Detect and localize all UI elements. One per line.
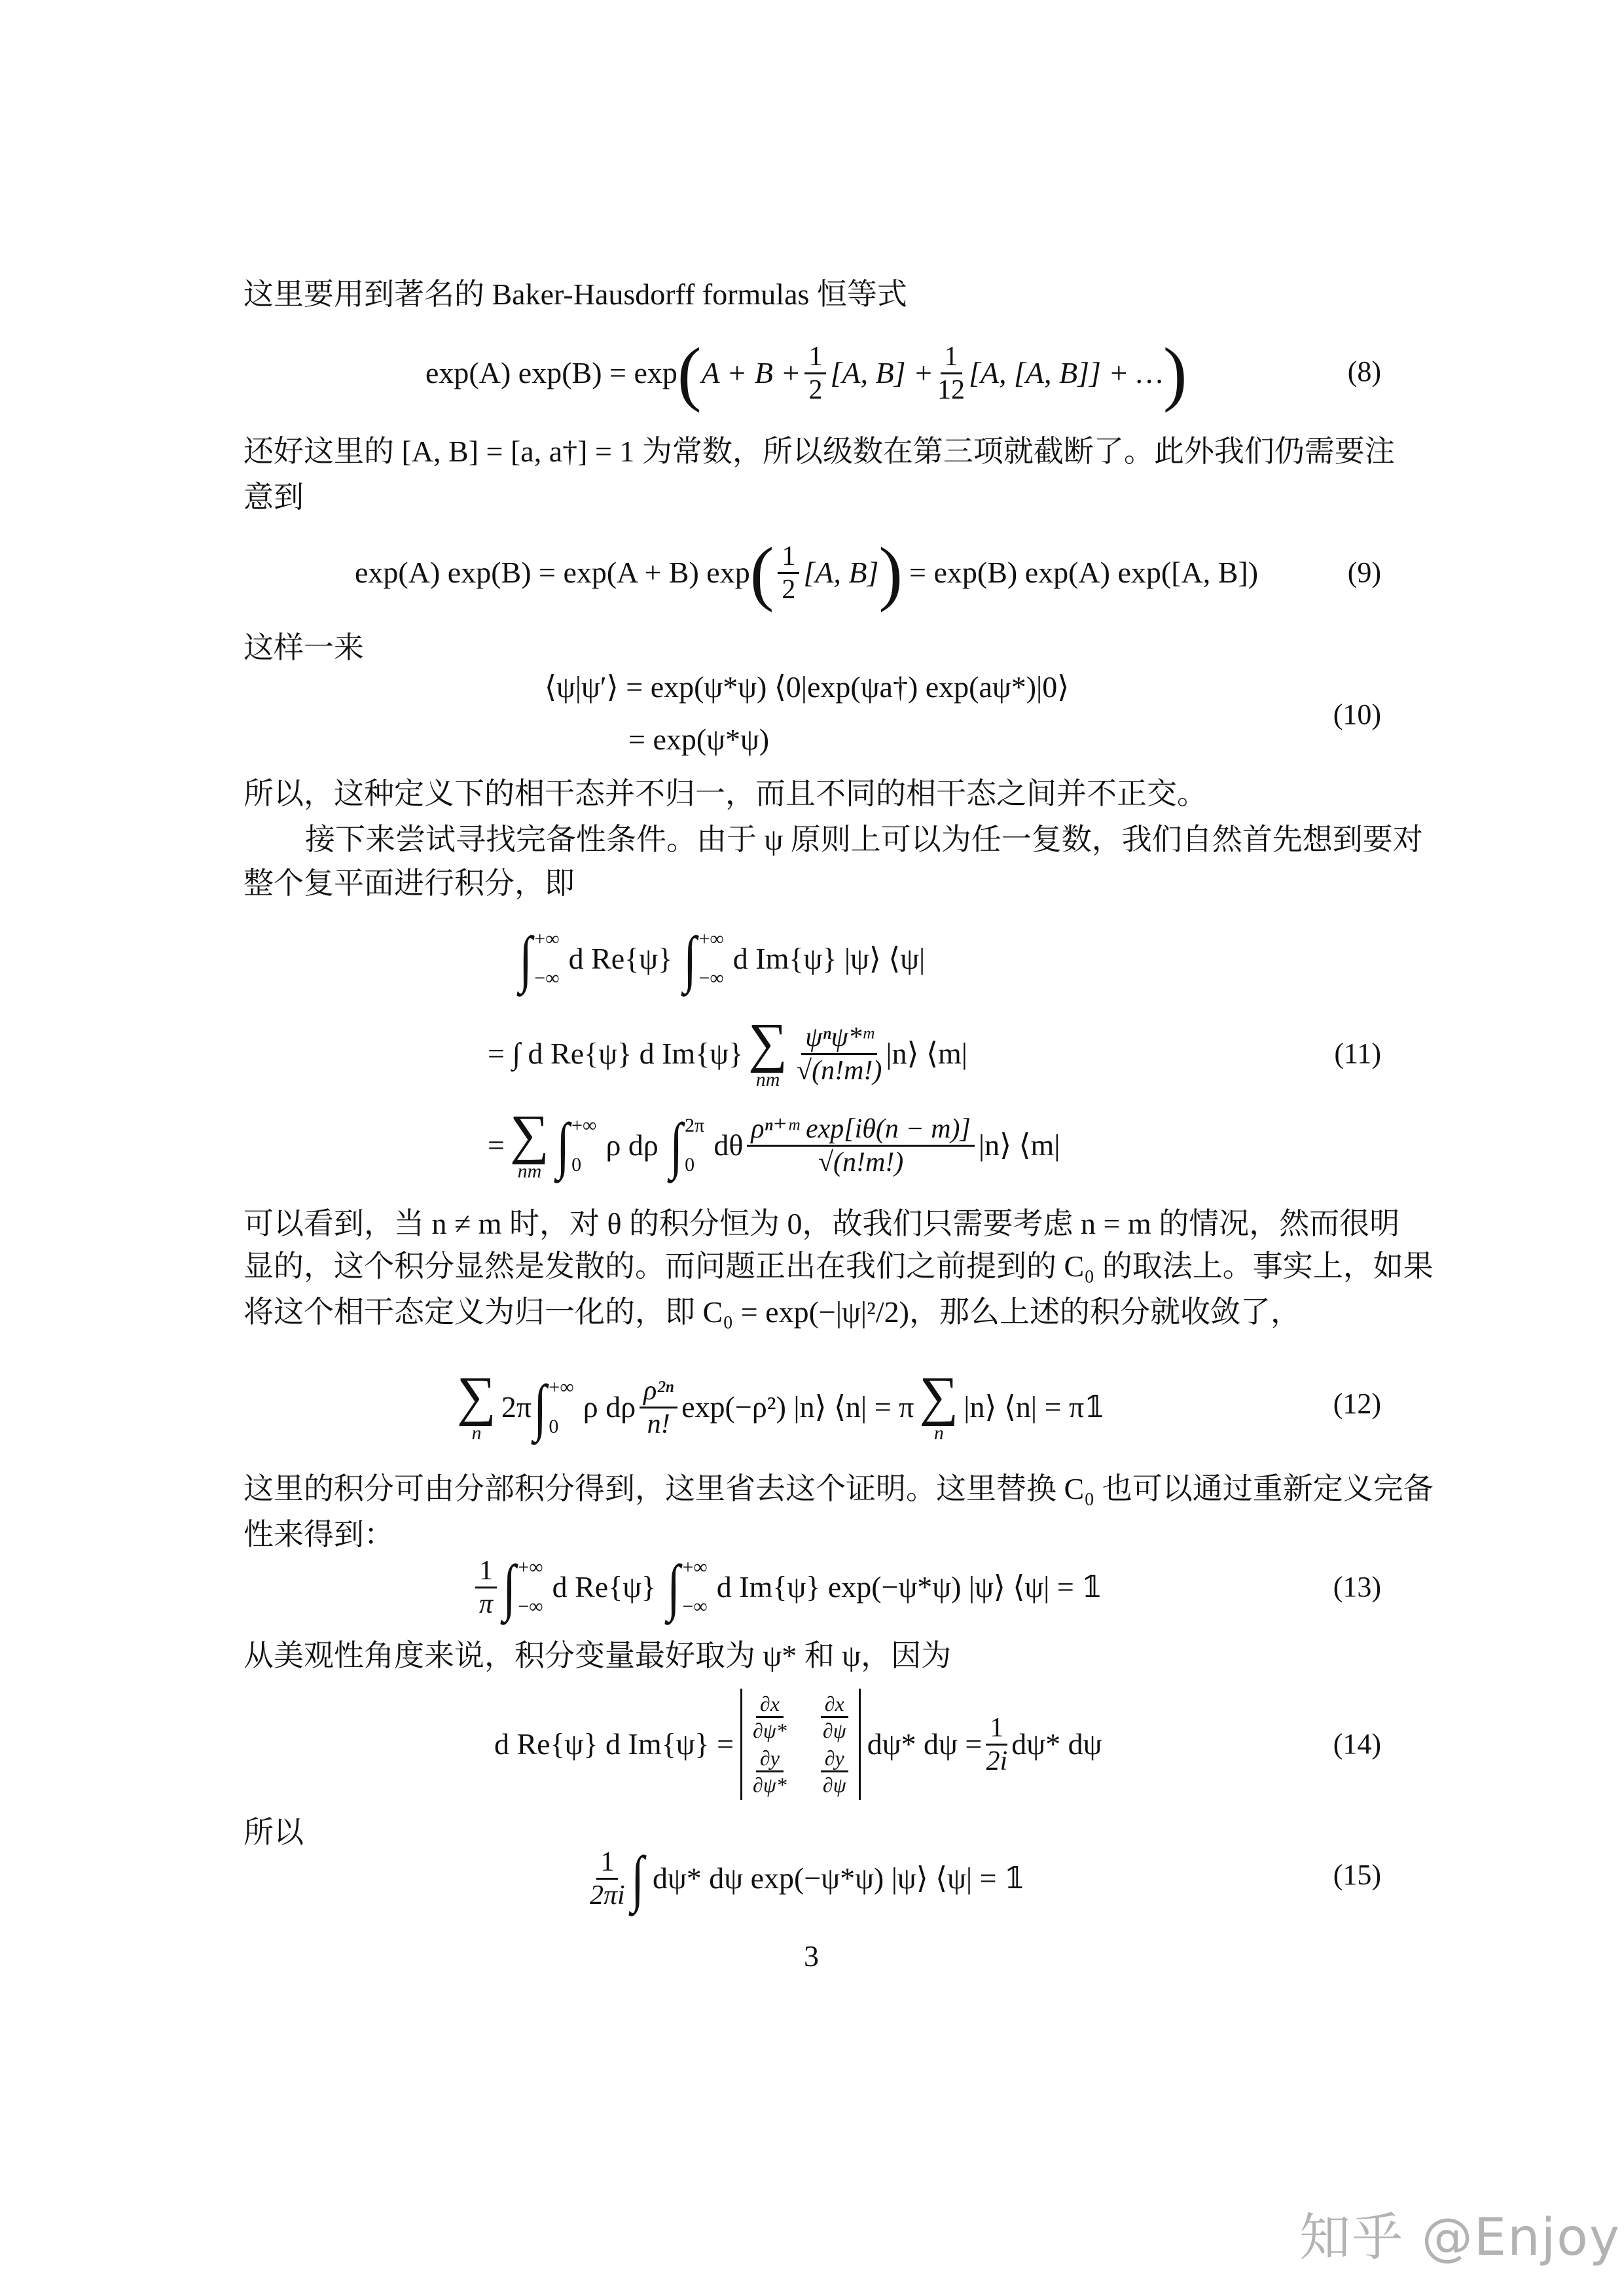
equation-number-10: (10) [1333,698,1381,730]
eq11-row2-b: |n⟩ ⟨m| [886,1037,967,1070]
sum-sign: ∑ n [919,1366,959,1444]
eq9-close-paren: ) [878,533,903,613]
eq8-lhs: exp(A) exp(B) = exp [425,356,677,389]
paragraph-divergence-line2: 显的，这个积分显然是发散的。而问题正出在我们之前提到的 C₀ 的取法上。事实上，如果 [244,1249,1434,1283]
integral-sign: ∫ [519,924,533,994]
equation-11-row1: ∫ +∞ −∞ d Re{ψ} ∫ +∞ −∞ d Im{ψ} |ψ⟩ ⟨ψ| [519,924,926,994]
integral-sign: ∫ [670,1110,683,1180]
paragraph-intro: 这里要用到著名的 Baker-Hausdorff formulas 恒等式 [244,278,907,311]
eq15-body: dψ* dψ exp(−ψ*ψ) |ψ⟩ ⟨ψ| = 𝟙 [653,1861,1026,1895]
equation-9 [355,533,1258,612]
equation-10-row1: ⟨ψ|ψ′⟩ = exp(ψ*ψ) ⟨0|exp(ψa†) exp(aψ*)|0⟩ [545,670,1070,704]
equation-11-row2 [488,1008,967,1100]
eq13-a: d Re{ψ} [552,1570,657,1604]
eq9-fraction-half: $\frac{1}{2}$ [778,541,799,605]
eq12-a: 2π [501,1390,532,1424]
paragraph-therefore: 所以 [244,1816,304,1849]
equation-number-9: (9) [1347,556,1381,588]
equation-11-row3: = ∑ nm ∫ +∞ 0 ρ dρ ∫ 2π 0 dθ $\frac{\text{ρⁿ⁺ᵐ exp[iθ(n − m)]}}{√(n!m!)}$ |n⟩ ⟨m| [488,1104,1060,1182]
eq8-body-c: [A, [A, B]] + … [969,356,1163,389]
eq14-fraction: $\frac{1}{2i}$ [986,1712,1008,1776]
integral-sign: ∫ [533,1372,547,1442]
eq8-open-paren: ( [677,333,702,413]
paragraph-not-normalized: 所以，这种定义下的相干态并不归一，而且不同的相干态之间并不正交。 [244,777,1207,810]
equation-number-11: (11) [1334,1037,1381,1069]
eq11-row1-a: d Re{ψ} [568,942,673,975]
paragraph-divergence-line3: 将这个相干态定义为归一化的，即 C₀ = exp(−|ψ|²/2)，那么上述的积分就收敛了， [244,1295,1301,1329]
integral-sign: ∫ [556,1110,569,1180]
paragraph-proof-omitted-line2: 性来得到： [244,1518,394,1551]
paragraph-proof-omitted-line1: 这里的积分可由分部积分得到，这里省去这个证明。这里替换 C₀ 也可以通过重新定义完备 [244,1472,1434,1505]
eq14-rhs: dψ* dψ [1011,1727,1102,1761]
sum-sign: ∑ nm [748,1013,788,1090]
paragraph-completeness-line1: 接下来尝试寻找完备性条件。由于 ψ 原则上可以为任一复数，我们自然首先想到要对 [305,823,1423,856]
equation-8 [425,334,1187,412]
eq9-inner: [A, B] [803,556,879,589]
equation-13: $\frac{1}{\pi}$ ∫ +∞ −∞ d Re{ψ} ∫ +∞ −∞ d Im{ψ} exp(−ψ*ψ) |ψ⟩ ⟨ψ| = 𝟙 [471,1545,1102,1630]
eq11-row3-d: |n⟩ ⟨m| [978,1128,1060,1162]
integral-sign: ∫ [683,924,697,994]
page-number: 3 [804,1939,819,1973]
eq8-close-paren: ) [1163,333,1187,413]
eq15-fraction: $\frac{1}{2\pi i}$ [590,1846,625,1910]
equation-number-15: (15) [1333,1859,1381,1891]
eq12-fraction: $\frac{\text{ρ²ⁿ}}{n!}$ [640,1375,677,1440]
eq12-d: |n⟩ ⟨n| = π𝟙 [964,1390,1106,1424]
eq12-c: exp(−ρ²) |n⟩ ⟨n| = π [681,1390,914,1424]
eq9-rhs: = exp(B) exp(A) exp([A, B]) [909,556,1259,589]
eq8-body-b: [A, B] + [830,356,934,389]
eq11-row3-b: ρ dρ [605,1128,659,1162]
integral-sign: ∫ [503,1552,516,1622]
eq8-body-a: A + B + [701,356,801,389]
sum-sign: ∑ n [457,1366,496,1444]
eq9-lhs: exp(A) exp(B) = exp(A + B) exp [355,556,750,589]
equation-number-13: (13) [1333,1571,1381,1603]
equation-number-8: (8) [1347,355,1381,387]
zhihu-watermark: 知乎 @Enjoy [1299,2208,1621,2267]
jacobian-determinant: $\frac{\partial x}{\partial\psi*}$ $\frac{\partial y}{\partial\psi*}$ $\frac{\partial x}{\partial\psi}$ $\frac{\partial y}{\partial\psi}$ [740,1689,861,1800]
equation-number-12: (12) [1333,1388,1381,1420]
eq14-lhs: d Re{ψ} d Im{ψ} = [494,1727,734,1761]
eq11-row3-a: = [488,1128,505,1162]
equation-12: ∑ n 2π ∫ +∞ 0 ρ dρ $\frac{\text{ρ²ⁿ}}{n!}$ exp(−ρ²) |n⟩ ⟨n| = π ∑ n |n⟩ ⟨n| = π𝟙 [457,1366,1106,1444]
paragraph-commutator-line1: 还好这里的 [A, B] = [a, a†] = 1 为常数，所以级数在第三项就截断了。此外我们仍需要注 [244,435,1395,468]
equation-10-row2: = exp(ψ*ψ) [628,723,770,756]
sum-sign: ∑ nm [509,1104,549,1182]
eq11-row3-c: dθ [713,1128,744,1162]
paragraph-completeness-line2: 整个复平面进行积分，即 [244,867,575,900]
eq11-row2-fraction: $\frac{\text{ψⁿψ*ᵐ}}{√(n!m!)}$ [797,1022,882,1086]
eq13-b: d Im{ψ} exp(−ψ*ψ) |ψ⟩ ⟨ψ| = 𝟙 [716,1570,1103,1604]
eq9-open-paren: ( [749,533,774,613]
integral-sign: ∫ [631,1843,644,1913]
equation-15 [586,1836,1025,1921]
eq11-row1-b: d Im{ψ} |ψ⟩ ⟨ψ| [732,942,926,975]
eq11-row3-fraction: $\frac{\text{ρⁿ⁺ᵐ exp[iθ(n − m)]}}{√(n!m!)}$ [747,1113,975,1178]
eq11-row2-a: = ∫ d Re{ψ} d Im{ψ} [488,1037,744,1070]
eq14-mid: dψ* dψ = [867,1727,983,1761]
paragraph-thus: 这样一来 [244,631,364,664]
equation-number-14: (14) [1333,1728,1381,1760]
paragraph-divergence-line1: 可以看到，当 n ≠ m 时，对 θ 的积分恒为 0，故我们只需要考虑 n = m 的情况，然而很明 [244,1207,1400,1240]
paragraph-commutator-line2: 意到 [244,480,304,514]
eq12-b: ρ dρ [583,1390,636,1424]
eq8-fraction-half: $\frac{1}{2}$ [804,341,826,406]
integral-sign: ∫ [667,1552,681,1622]
eq8-fraction-twelfth: $\frac{1}{12}$ [937,341,965,405]
paragraph-aesthetic: 从美观性角度来说，积分变量最好取为 ψ* 和 ψ，因为 [244,1639,952,1672]
eq13-fraction: $\frac{1}{\pi}$ [475,1555,497,1620]
equation-14 [494,1692,1102,1797]
